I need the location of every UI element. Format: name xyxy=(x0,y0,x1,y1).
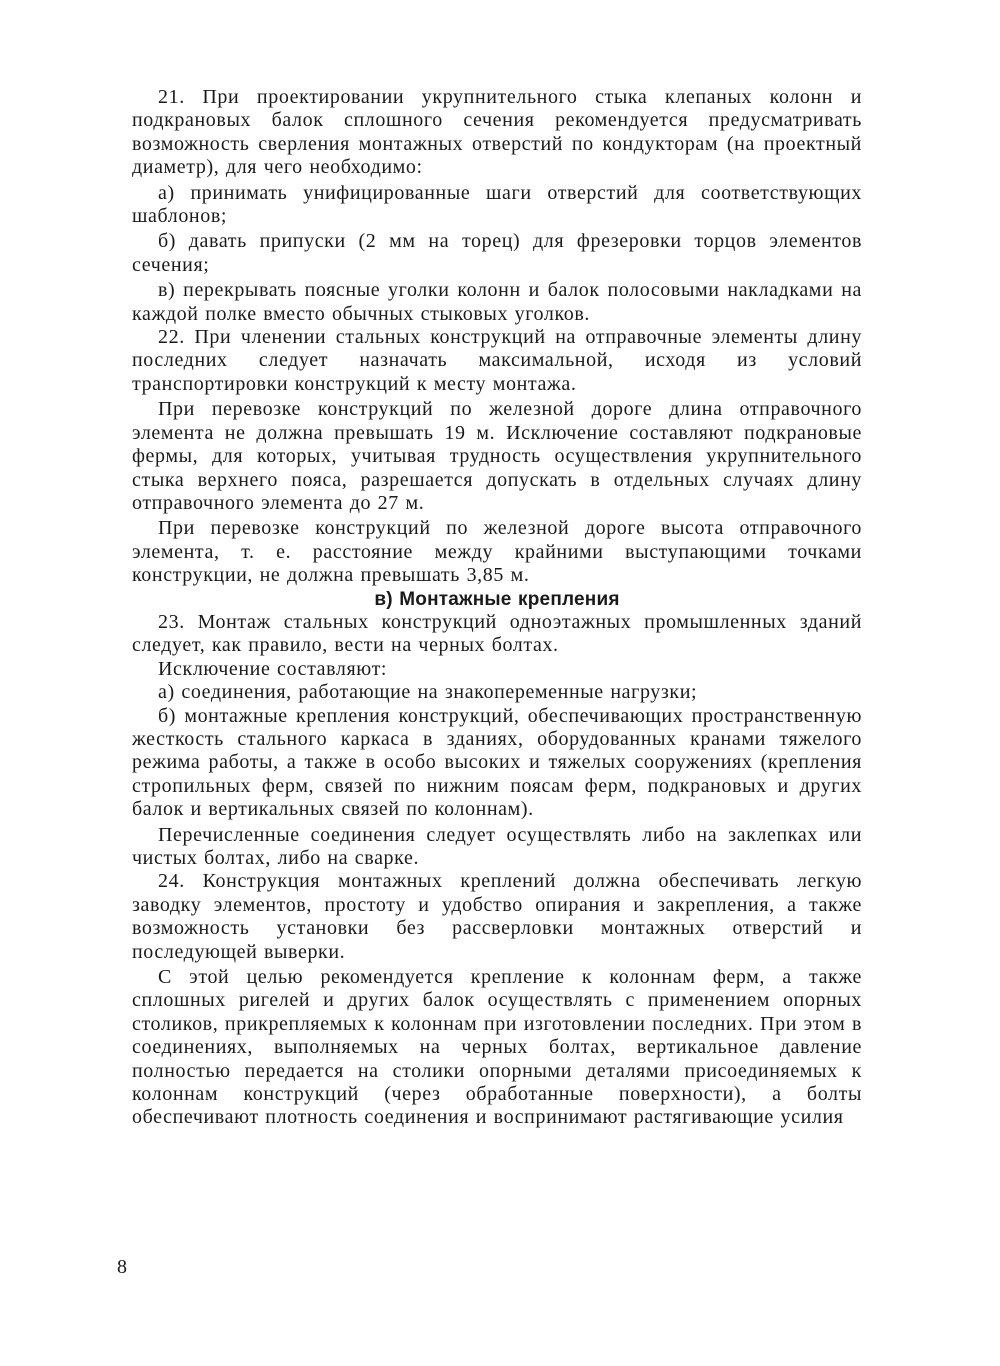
page-number: 8 xyxy=(117,1256,127,1278)
list-item-b: б) давать припуски (2 мм на торец) для фрезеровки торцов элементов сечения; xyxy=(132,230,862,276)
paragraph-22-length: При перевозке конструкций по железной дороге длина отправочного элемента не должна превышать 19 м. Исключение составляют подкрановые фермы, для которых, учитывая трудность осуществления укрупнительного стыка верхнего пояса, разрешается допускать в отдельных случаях длину отправочного элемента до 27 м. xyxy=(132,398,862,514)
paragraph-24-details: С этой целью рекомендуется крепление к колоннам ферм, а также сплошных ригелей и других балок осуществлять с применением опорных столиков, прикрепляемых к колоннам при изготовлении последних. При этом в соединениях, выполняемых на черных болтах, вертикальное давление полностью передается на столики опорными деталями присоединяемых к колоннам конструкций (через обработанные поверхности), а болты обеспечивают плотность соединения и воспринимают растягивающие усилия xyxy=(132,966,862,1129)
section-heading: в) Монтажные крепления xyxy=(374,588,620,610)
paragraph-23: 23. Монтаж стальных конструкций одноэтажных промышленных зданий следует, как правило, вести на черных болтах. xyxy=(132,610,862,657)
list-item-23a: а) соединения, работающие на знакопеременные нагрузки; xyxy=(158,681,698,704)
paragraph-22: 22. При членении стальных конструкций на отправочные элементы длину последних следует назначать максимальной, исходя из условий транспортировки конструкций к месту монтажа. xyxy=(132,326,862,395)
list-item-23b: б) монтажные крепления конструкций, обеспечивающих пространственную жесткость стального каркаса в зданиях, оборудованных кранами тяжелого режима работы, а также в особо высоких и тяжелых сооружениях (крепления стропильных ферм, связей по нижним поясам ферм, подкрановых и других балок и вертикальных связей по колоннам). xyxy=(132,704,862,821)
list-item-v: в) перекрывать поясные уголки колонн и балок полосовыми накладками на каждой полке вместо обычных стыковых уголков. xyxy=(132,279,862,325)
paragraph-21: 21. При проектировании укрупнительного стыка клепаных колонн и подкрановых балок сплошного сечения рекомендуется предусматривать возможность сверления монтажных отверстий по кондукторам (на проектный диаметр), для чего необходимо: xyxy=(132,86,862,179)
document-page xyxy=(132,86,862,1130)
paragraph-22-height: При перевозке конструкций по железной дороге высота отправочного элемента, т. е. расстояние между крайними выступающими точками конструкции, не должна превышать 3,85 м. xyxy=(132,517,862,587)
list-item-a: а) принимать унифицированные шаги отверстий для соответствующих шаблонов; xyxy=(132,181,862,228)
paragraph-23-connections: Перечисленные соединения следует осуществлять либо на заклепках или чистых болтах, либо на сварке. xyxy=(132,823,862,869)
paragraph-24: 24. Конструкция монтажных креплений должна обеспечивать легкую заводку элементов, простоту и удобство опирания и закрепления, а также возможность установки без рассверловки монтажных отверстий и последующей выверки. xyxy=(132,870,862,963)
paragraph-23-exceptions: Исключение составляют: xyxy=(158,657,388,680)
